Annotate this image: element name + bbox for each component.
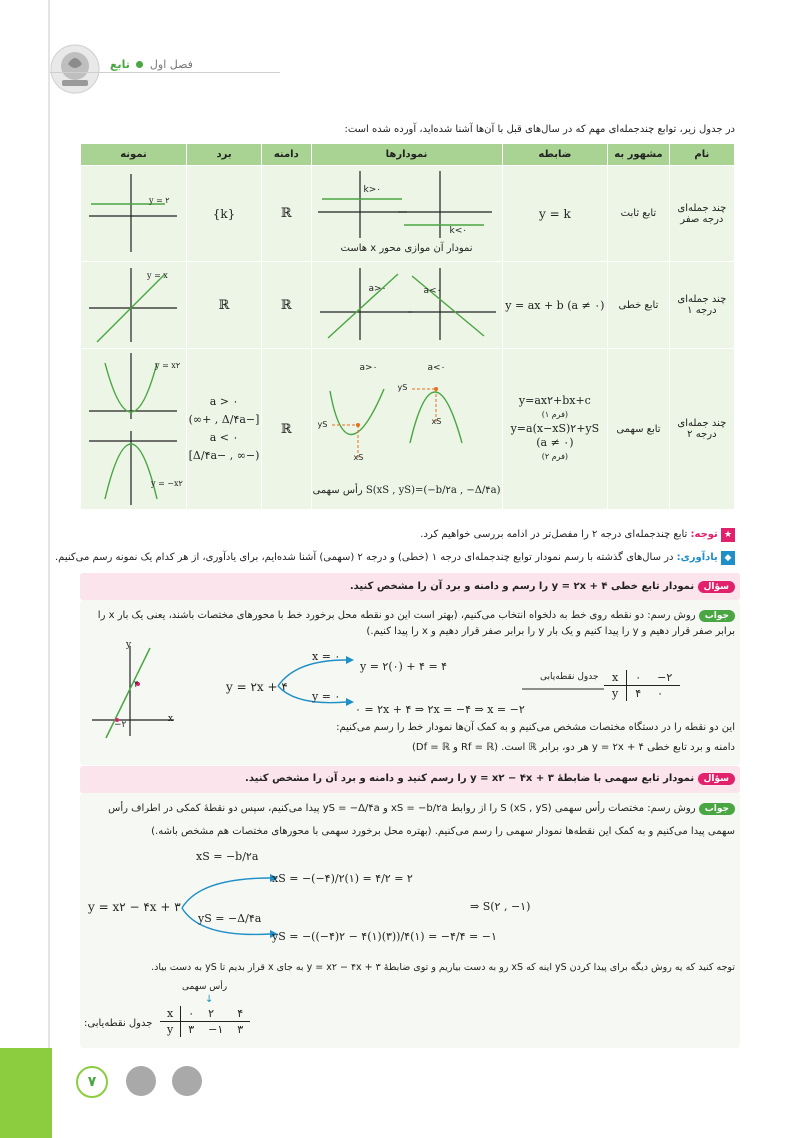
q2-xs-def: xS = −b/۲a [196, 850, 259, 863]
q2-method2: سهمی پیدا می‌کنیم و به کمک این نقطه‌ها نمودار سهمی را رسم می‌کنیم. (بهتره محل برخورد سهمی با محورهای مختصات هم مشخص باشه.) [151, 826, 735, 837]
row-domain: ℝ [262, 166, 312, 262]
row-sample [81, 349, 187, 510]
row-sample [81, 166, 187, 262]
sample-constant-graph [81, 166, 186, 261]
q1-tbl-cell: y [604, 686, 627, 702]
row-range: ℝ [187, 262, 262, 349]
table-row [81, 349, 735, 510]
q1-point-table [604, 670, 680, 701]
graph-label: a<۰ [427, 363, 446, 373]
note-line [420, 527, 735, 543]
sample-label: y = x [147, 271, 168, 280]
graph-label: yS [397, 383, 408, 392]
row-known: تابع ثابت [608, 166, 669, 262]
q2-tbl-cell: ۲ [201, 1006, 230, 1022]
row-range [187, 349, 262, 510]
row-graphs [311, 262, 502, 349]
formula-cond: (a ≠ ۰) [536, 436, 574, 449]
topic-label: تابع [110, 58, 130, 71]
row-name: چند جمله‌ای درجه صفر [669, 166, 734, 262]
q2-text: نمودار تابع سهمی با ضابطهٔ y = x۲ − ۴x + ۳ را رسم کنید و دامنه و برد آن را مشخص کنید. [245, 773, 695, 784]
q2-branch-arrows [180, 868, 280, 944]
reminder-text: در سال‌های گذشته با رسم نمودار توابع چندجمله‌ای درجه ۱ (خطی) و درجه ۲ (سهمی) آشنا شده‌ایم، برای یادآوری، از هر کدام یک نمونه رسم می‌کنیم. [54, 552, 674, 563]
row-name: چند جمله‌ای درجه ۱ [669, 262, 734, 349]
sample-label: y = −x۲ [151, 479, 183, 488]
q1-graph-label: x [168, 714, 174, 724]
range-line: [−Δ/۴a , +∞) [188, 413, 260, 426]
graph-label: xS [353, 453, 364, 462]
row-range: {k} [187, 166, 262, 262]
footer-dot [172, 1066, 202, 1096]
q1-graph-label: −۲ [114, 720, 127, 730]
reminder-line [55, 550, 735, 566]
q1-tbl-cell: ۴ [635, 687, 642, 700]
note-tag: توجه: [690, 529, 718, 540]
arrow-down-icon: ↓ [205, 994, 214, 1005]
star-icon: ★ [721, 528, 735, 542]
row-sample [81, 262, 187, 349]
formula-form1: y=ax۲+bx+c [518, 394, 591, 407]
range-line: (−∞ , −Δ/۴a] [188, 449, 260, 462]
bulb-icon: ◆ [721, 551, 735, 565]
q2-answer-tag: جواب [699, 803, 735, 815]
q1-function: y = ۲x + ۴ [226, 680, 288, 694]
form1-label: (فرم ۱) [541, 410, 569, 419]
graph-label: a<۰ [423, 286, 442, 296]
q1-tbl-cell: −۲ [649, 670, 680, 686]
q1-tbl-cell: ۰ [627, 670, 649, 686]
q1-graph-label: y [126, 640, 132, 650]
q2-tbl-cell: ۳ [237, 1023, 244, 1036]
q2-question [245, 771, 735, 787]
q1-text: نمودار تابع خطی y = ۲x + ۴ را رسم و دامنه و برد آن را مشخص کنید. [349, 581, 695, 592]
row-graphs [311, 166, 502, 262]
note-text: تابع چندجمله‌ای درجه ۲ را مفصل‌تر در ادامه بررسی خواهیم کرد. [420, 529, 688, 540]
q2-tag: سؤال [698, 773, 735, 785]
header-cell: برد [187, 144, 262, 166]
q1-graph-label: ۴ [134, 680, 139, 690]
q1-branch1-result: y = ۲(۰) + ۴ = ۴ [360, 660, 448, 673]
page-green-tab [0, 1048, 52, 1138]
q2-tbl-cell: −۱ [208, 1023, 224, 1036]
graph-label: k>۰ [363, 185, 382, 195]
q1-method [84, 608, 735, 640]
footer-dot [126, 1066, 156, 1096]
q1-tbl-cell: x [604, 670, 627, 686]
q2-ys-def: yS = −Δ/۴a [198, 912, 262, 925]
q1-branch2: y = ۰ [312, 690, 341, 703]
header-cell: دامنه [262, 144, 312, 166]
q2-tbl-cell: ۰ [181, 1006, 201, 1022]
chapter-header [110, 58, 193, 71]
q1-conclusion2: دامنه و برد تابع خطی y = ۲x + ۴ هر دو، برابر ℝ است. (Rf = ℝ و Df = ℝ) [411, 742, 735, 753]
q2-tbl-cell: y [160, 1022, 181, 1038]
q2-vertex-result: ⇒ S(۲ , −۱) [470, 900, 531, 913]
table-row [81, 166, 735, 262]
graph-label: yS [317, 420, 328, 429]
reminder-tag: یادآوری: [676, 552, 718, 563]
graph-label: a>۰ [368, 284, 387, 294]
sample-linear-graph [81, 262, 186, 348]
polynomial-table [80, 143, 735, 510]
publisher-logo [48, 42, 102, 96]
row-domain: ℝ [262, 349, 312, 510]
q1-branch2-result: ۰ = ۲x + ۴ ⇒ ۲x = −۴ ⇒ x = −۲ [355, 703, 525, 716]
graph-label: a>۰ [359, 363, 378, 373]
header-cell: نمونه [81, 144, 187, 166]
row-formula: y = ax + b (a ≠ ۰) [502, 262, 608, 349]
page-left-rule [48, 0, 50, 1138]
q2-ys-calc: yS = −((−۴)۲ − ۴(۱)(۳))/۴(۱) = −۴/۴ = −۱ [272, 930, 497, 943]
q2-tip: توجه کنید که یه روش دیگه برای پیدا کردن yS اینه که xS رو به دست بیاریم و توی ضابطهٔ y = x۲ − ۴x + ۳ به جای x قرار بدیم تا yS به دست بیاد. [151, 962, 735, 973]
row-formula: y = k [502, 166, 608, 262]
q1-answer-tag: جواب [699, 610, 735, 622]
header-cell: ضابطه [502, 144, 608, 166]
q2-tbl-cell: x [160, 1006, 181, 1022]
graph-note: نمودار آن موازی محور x هاست [340, 243, 473, 254]
q2-xs-calc: xS = −(−۴)/۲(۱) = ۴/۲ = ۲ [272, 872, 413, 885]
table-header-row [81, 144, 735, 166]
q2-method1: روش رسم: مختصات رأس سهمی (xS , yS) S را از روابط xS = −b/۲a و yS = −Δ/۴a پیدا می‌کنیم، سپس دو نقطهٔ کمکی در اطراف رأس [108, 803, 696, 814]
page-number: ۷ [76, 1066, 108, 1098]
row-known: تابع سهمی [608, 349, 669, 510]
table-row [81, 262, 735, 349]
q1-table-arrow [520, 686, 610, 692]
q1-conclusion1: این دو نقطه را در دستگاه مختصات مشخص می‌کنیم و به کمک آن‌ها نمودار خط را رسم می‌کنیم: [336, 722, 735, 733]
q2-vertex-label: رأس سهمی [182, 982, 228, 992]
range-line: a < ۰ [209, 431, 239, 444]
formula-form2: y=a(x−xS)۲+yS [510, 422, 600, 435]
vertex-formula: S(xS , yS)=(−b/۲a , −Δ/۴a) رأس سهمی [312, 485, 501, 496]
row-name: چند جمله‌ای درجه ۲ [669, 349, 734, 510]
q1-tbl-cell: ۰ [657, 687, 664, 700]
q2-point-table [160, 1006, 250, 1037]
row-formula [502, 349, 608, 510]
q2-method [84, 801, 735, 817]
q2-table-label: جدول نقطه‌یابی: [84, 1018, 153, 1029]
q1-table-label: جدول نقطه‌یابی [540, 672, 599, 682]
q1-branch1: x = ۰ [312, 650, 341, 663]
range-line: a > ۰ [209, 395, 239, 408]
q2-function: y = x۲ − ۴x + ۳ [88, 900, 181, 914]
header-cell: مشهور به [608, 144, 669, 166]
header-dot [136, 61, 143, 68]
row-domain: ℝ [262, 262, 312, 349]
row-graphs [311, 349, 502, 510]
q1-line-graph [88, 640, 178, 740]
q2-tbl-cell: ۳ [188, 1023, 195, 1036]
q1-tag: سؤال [698, 581, 735, 593]
header-rule [50, 72, 280, 73]
chapter-label: فصل اول [149, 58, 193, 71]
header-cell: نمودارها [311, 144, 502, 166]
sample-label: y = x۲ [155, 361, 181, 370]
header-cell: نام [669, 144, 734, 166]
graph-label: xS [431, 417, 442, 426]
form2-label: (فرم ۲) [541, 452, 569, 461]
graph-label: k<۰ [449, 226, 468, 236]
q2-tbl-cell: ۴ [230, 1006, 250, 1022]
q1-method-text: روش رسم: دو نقطه روی خط به دلخواه انتخاب می‌کنیم، (بهتر است این دو نقطه محل برخورد خط با محورهای مختصات باشند، یعنی یک بار x را برابر صفر قرار دهیم و y را پیدا کنیم و یک بار y را برابر صفر قرار دهیم و x را پیدا کنیم.) [97, 610, 735, 637]
q1-question [350, 579, 735, 595]
row-known: تابع خطی [608, 262, 669, 349]
sample-label: y = ۲ [149, 196, 170, 205]
linear-graphs [312, 262, 502, 348]
intro-text: در جدول زیر، توابع چندجمله‌ای مهم که در سال‌های قبل با آن‌ها آشنا شده‌اید، آورده شده است: [344, 124, 735, 135]
